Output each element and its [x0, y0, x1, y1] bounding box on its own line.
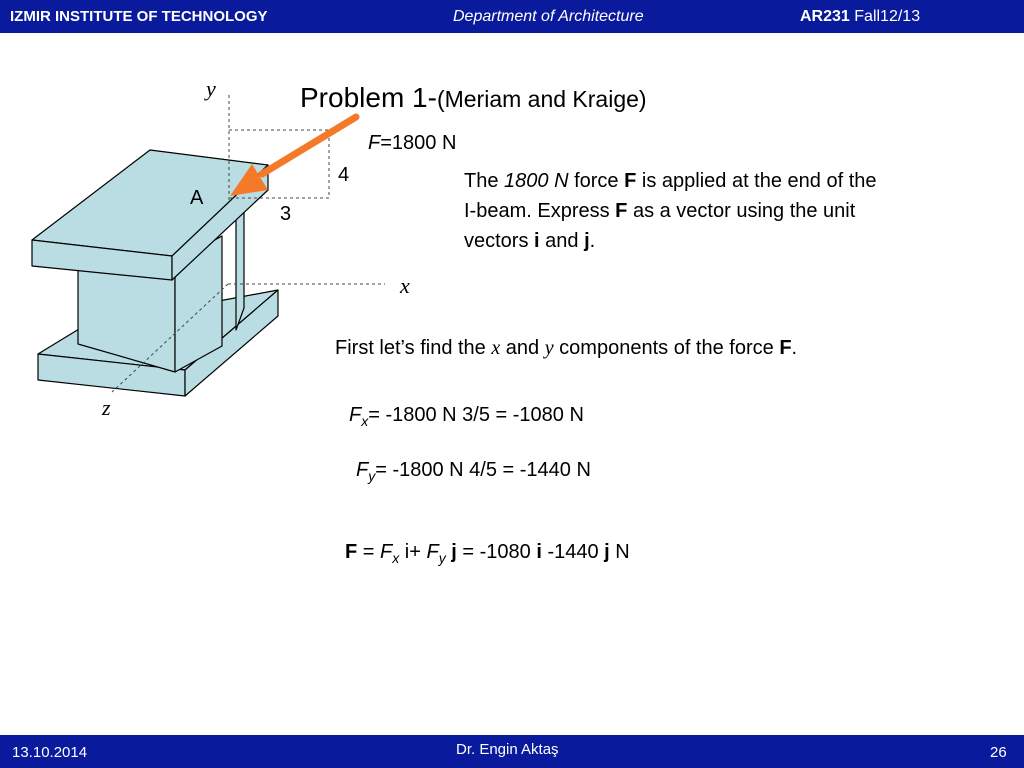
- i-beam-figure: [0, 60, 420, 500]
- force-vector-equation: $F = F_x$ $i+ F_y$ j = -1080 i -1440 j N: [345, 541, 630, 566]
- fx-equation: $F_x= -1800$ N 3/5 = -1080 N: [349, 404, 584, 429]
- problem-statement: [464, 166, 877, 256]
- statement-line-2: I-beam. Express F as a vector using the unit: [464, 200, 856, 222]
- force-symbol: F: [368, 132, 381, 154]
- problem-title: [300, 82, 647, 114]
- dimension-4-label: 4: [338, 164, 350, 186]
- course-code: AR231: [800, 8, 850, 25]
- footer-date: 13.10.2014: [12, 744, 88, 761]
- department-name: Department of Architecture: [453, 8, 644, 25]
- force-magnitude-label: [368, 132, 456, 155]
- header-bar: [0, 0, 1024, 33]
- statement-line-1: The 1800 N force F is applied at the end of the: [464, 170, 877, 192]
- term: Fall12/13: [854, 8, 921, 25]
- fy-equation: $F_y= -1800$ N 4/5 = -1440 N: [356, 459, 591, 484]
- y-axis-label: y: [206, 76, 216, 101]
- title-main: Problem 1-: [300, 82, 437, 113]
- point-a-label: A: [190, 187, 204, 209]
- footer-bar: [0, 735, 1024, 768]
- dimension-3-label: 3: [280, 203, 292, 225]
- institution-name: IZMIR INSTITUTE OF TECHNOLOGY: [10, 8, 268, 25]
- z-axis-label: z: [102, 395, 111, 420]
- title-source: (Meriam and Kraige): [436, 86, 647, 112]
- x-axis-label: x: [400, 273, 410, 298]
- footer-author: Dr. Engin Aktaş: [456, 741, 559, 758]
- statement-line-3: vectors i and j.: [464, 230, 596, 252]
- force-value: =1800 N: [380, 132, 457, 154]
- components-intro: First let’s find the x and y components of the force F.: [335, 337, 798, 359]
- page-number: 26: [990, 744, 1007, 761]
- course-info: [800, 8, 920, 26]
